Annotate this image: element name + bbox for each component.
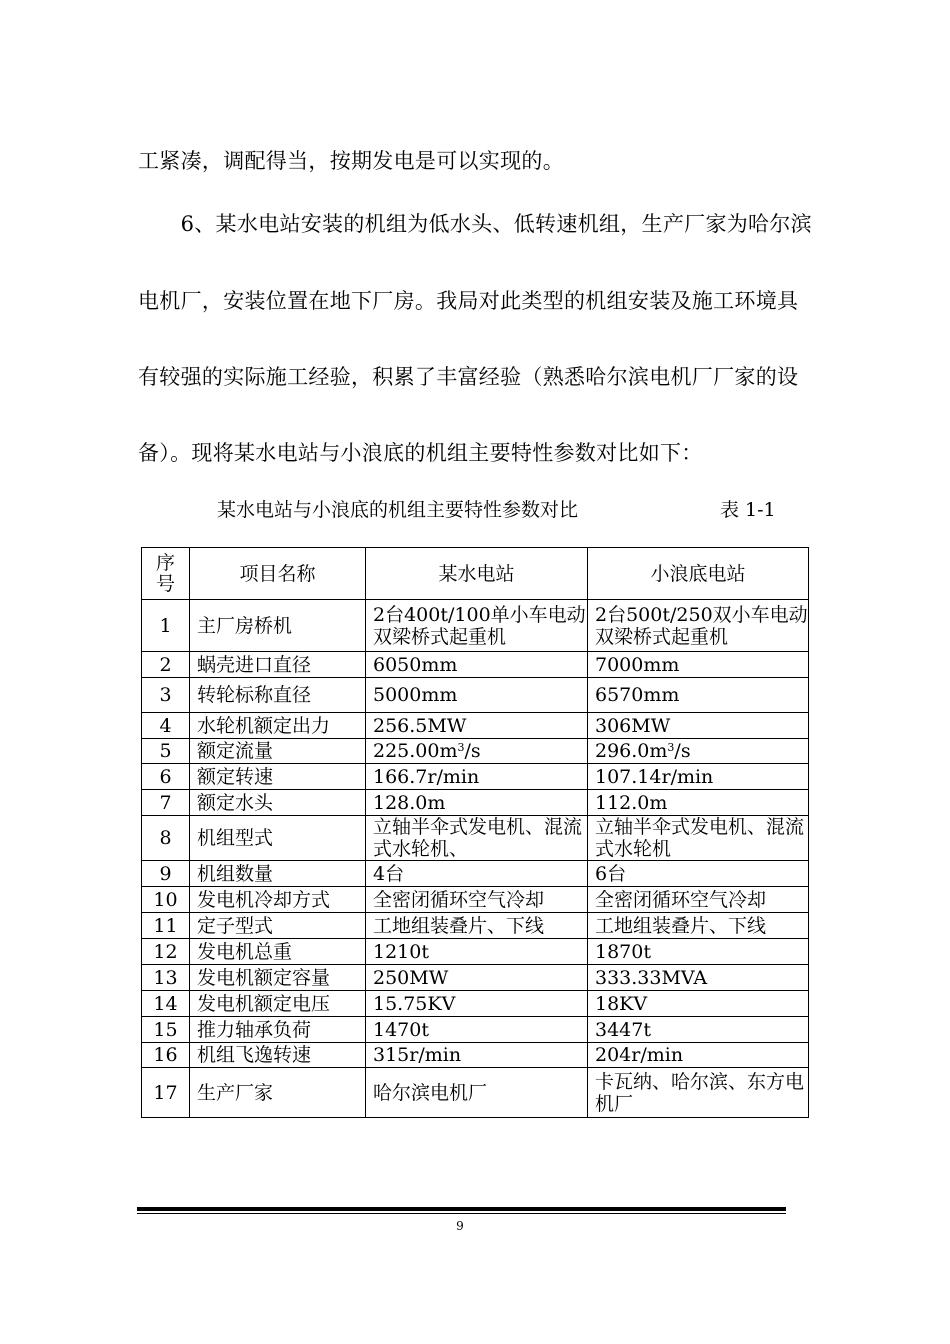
row-value-station-a: 2台400t/100单小车电动双梁桥式起重机	[366, 600, 588, 652]
row-number: 5	[142, 739, 190, 764]
row-item-name: 机组型式	[190, 816, 366, 861]
row-value-station-a: 工地组装叠片、下线	[366, 913, 588, 939]
row-number: 11	[142, 913, 190, 939]
row-item-name: 发电机额定容量	[190, 965, 366, 991]
row-number: 3	[142, 678, 190, 713]
row-item-name: 发电机总重	[190, 939, 366, 965]
row-value-station-b: 3447t	[588, 1017, 809, 1043]
row-item-name: 额定转速	[190, 764, 366, 790]
row-number: 6	[142, 764, 190, 790]
row-number: 2	[142, 652, 190, 678]
table-row	[142, 1068, 809, 1118]
table-label: 表 1-1	[720, 499, 776, 521]
table-row	[142, 887, 809, 913]
row-value-station-a: 256.5MW	[366, 713, 588, 739]
row-value-station-b: 18KV	[588, 991, 809, 1017]
body-paragraph: 电机厂，安装位置在地下厂房。我局对此类型的机组安装及施工环境具	[138, 289, 799, 313]
row-value-station-a: 250MW	[366, 965, 588, 991]
row-item-name: 生产厂家	[190, 1068, 366, 1118]
row-number: 4	[142, 713, 190, 739]
row-value-station-a: 1210t	[366, 939, 588, 965]
row-item-name: 机组飞逸转速	[190, 1043, 366, 1068]
row-value-station-b: 7000mm	[588, 652, 809, 678]
row-number: 1	[142, 600, 190, 652]
header-item: 项目名称	[190, 548, 366, 600]
row-value-station-a: $225.00m^3/s$	[366, 739, 588, 764]
table-row	[142, 678, 809, 713]
row-value-station-b: 107.14r/min	[588, 764, 809, 790]
row-value-station-a: 1470t	[366, 1017, 588, 1043]
row-value-station-a: 15.75KV	[366, 991, 588, 1017]
footer-rule-thin	[137, 1213, 786, 1214]
header-station-a: 某水电站	[366, 548, 588, 600]
row-number: 9	[142, 861, 190, 887]
row-item-name: 额定流量	[190, 739, 366, 764]
row-item-name: 机组数量	[190, 861, 366, 887]
table-row	[142, 600, 809, 652]
row-value-station-b: 2台500t/250双小车电动双梁桥式起重机	[588, 600, 809, 652]
row-value-station-b: 立轴半伞式发电机、混流式水轮机	[588, 816, 809, 861]
row-value-station-b: 1870t	[588, 939, 809, 965]
table-row	[142, 991, 809, 1017]
row-value-station-a: 哈尔滨电机厂	[366, 1068, 588, 1118]
table-row	[142, 1043, 809, 1068]
row-value-station-a: 166.7r/min	[366, 764, 588, 790]
body-paragraph: 工紧凑，调配得当，按期发电是可以实现的。	[138, 149, 564, 173]
parameter-comparison-table	[141, 547, 809, 1118]
header-seq	[142, 548, 190, 600]
row-value-station-b: 204r/min	[588, 1043, 809, 1068]
row-item-name: 发电机冷却方式	[190, 887, 366, 913]
row-item-name: 水轮机额定出力	[190, 713, 366, 739]
row-number: 13	[142, 965, 190, 991]
body-paragraph: 6、某水电站安装的机组为低水头、低转速机组，生产厂家为哈尔滨	[138, 212, 812, 236]
table-row	[142, 816, 809, 861]
row-value-station-b: 卡瓦纳、哈尔滨、东方电机厂	[588, 1068, 809, 1118]
row-item-name: 额定水头	[190, 790, 366, 816]
table-row	[142, 861, 809, 887]
row-number: 12	[142, 939, 190, 965]
table-row	[142, 939, 809, 965]
row-value-station-a: 全密闭循环空气冷却	[366, 887, 588, 913]
table-row	[142, 652, 809, 678]
row-number: 17	[142, 1068, 190, 1118]
row-number: 7	[142, 790, 190, 816]
row-item-name: 蜗壳进口直径	[190, 652, 366, 678]
row-value-station-b: 6台	[588, 861, 809, 887]
table-caption: 某水电站与小浪底的机组主要特性参数对比	[217, 499, 579, 521]
header-seq-label: 序号	[155, 551, 175, 595]
body-paragraph: 备）。现将某水电站与小浪底的机组主要特性参数对比如下：	[138, 441, 703, 465]
row-value-station-b: 333.33MVA	[588, 965, 809, 991]
table-row	[142, 764, 809, 790]
row-value-station-b: $296.0m^3/s$	[588, 739, 809, 764]
row-item-name: 转轮标称直径	[190, 678, 366, 713]
row-value-station-a: 6050mm	[366, 652, 588, 678]
body-paragraph: 有较强的实际施工经验，积累了丰富经验（熟悉哈尔滨电机厂厂家的设	[138, 365, 799, 389]
table-row	[142, 713, 809, 739]
row-item-name: 推力轴承负荷	[190, 1017, 366, 1043]
row-value-station-a: 315r/min	[366, 1043, 588, 1068]
row-item-name: 发电机额定电压	[190, 991, 366, 1017]
row-value-station-b: 工地组装叠片、下线	[588, 913, 809, 939]
row-value-station-a: 5000mm	[366, 678, 588, 713]
table-row	[142, 965, 809, 991]
row-value-station-b: 112.0m	[588, 790, 809, 816]
row-number: 15	[142, 1017, 190, 1043]
table-row	[142, 913, 809, 939]
row-item-name: 定子型式	[190, 913, 366, 939]
table-row	[142, 1017, 809, 1043]
row-value-station-a: 128.0m	[366, 790, 588, 816]
table-row	[142, 739, 809, 764]
row-number: 16	[142, 1043, 190, 1068]
page-number: 9	[456, 1219, 464, 1233]
row-value-station-b: 306MW	[588, 713, 809, 739]
table-header-row	[142, 548, 809, 600]
footer-rule-thick	[137, 1207, 786, 1211]
row-value-station-b: 6570mm	[588, 678, 809, 713]
row-number: 8	[142, 816, 190, 861]
table-row	[142, 790, 809, 816]
row-value-station-b: 全密闭循环空气冷却	[588, 887, 809, 913]
row-value-station-a: 立轴半伞式发电机、混流式水轮机、	[366, 816, 588, 861]
row-number: 10	[142, 887, 190, 913]
row-value-station-a: 4台	[366, 861, 588, 887]
row-item-name: 主厂房桥机	[190, 600, 366, 652]
header-station-b: 小浪底电站	[588, 548, 809, 600]
row-number: 14	[142, 991, 190, 1017]
